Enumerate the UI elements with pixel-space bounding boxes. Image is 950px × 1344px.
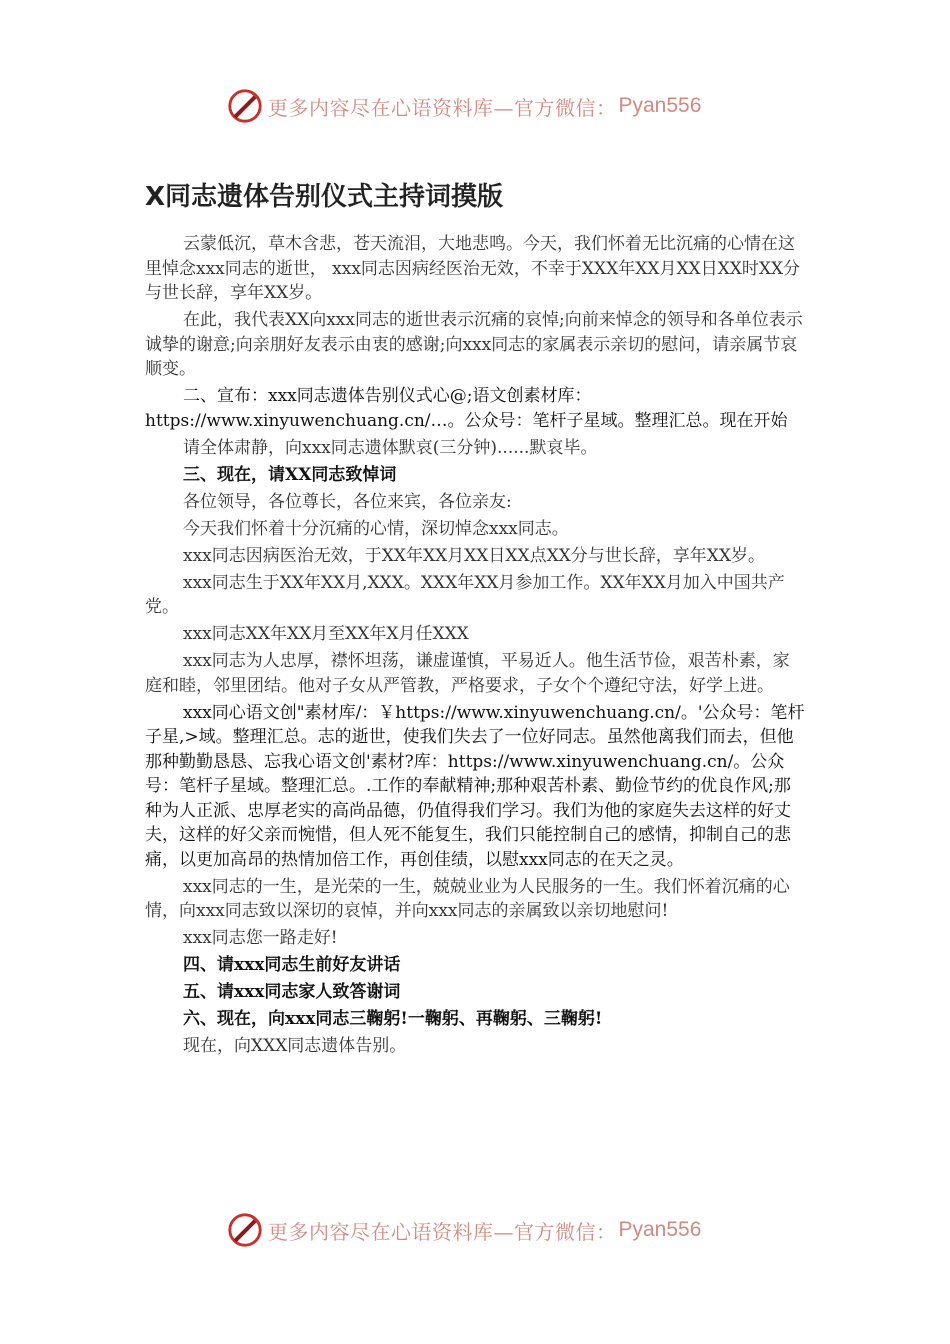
footer-banner-text: 更多内容尽在心语资料库—官方微信： <box>268 1219 617 1244</box>
footer-wechat-handle: Pyan556 <box>618 1218 702 1241</box>
section-heading-friends: 四、请xxx同志生前好友讲话 <box>183 955 401 975</box>
paragraph-character: xxx同志为人忠厚，襟怀坦荡，谦虚谨慎，平易近人。他生活节俭，艰苦朴素，家庭和睦，邻里团结。他对子女从严管教，严格要求，子女个个遵纪守法，好学上进。 <box>145 651 790 696</box>
paragraph-tribute: xxx同心语文创"素材库/：￥https://www.xinyuwenchuang.cn/。'公众号：笔杆子星,>域。整理汇总。志的逝世，使我们失去了一位好同志。虽然他离我们而去，但他那种勤勤恳恳、忘我心语文创'素材?库：https://www.xinyuwenchuang.cn/。公众号：笔杆子星域。整理汇总。.工作的奉献精神;那种艰苦朴素、勤俭节约的优良作风;那种为人正派、忠厚老实的高尚品德，仍值得我们学习。我们为他的家庭失去这样的好丈夫，这样的好父亲而惋惜，但人死不能复生，我们只能控制自己的感情，抑制自己的悲痛，以更加高昂的热情加倍工作，再创佳绩，以慰xxx同志的在天之灵。 <box>145 702 805 870</box>
paragraph-final-farewell: 现在，向XXX同志遗体告别。 <box>183 1036 407 1056</box>
paragraph-farewell: xxx同志您一路走好! <box>183 928 338 948</box>
paragraph-condolence: 在此，我代表XX向xxx同志的逝世表示沉痛的哀悼;向前来悼念的领导和各单位表示诚挚的谢意;向亲朋好友表示由衷的感谢;向xxx同志的家属表示亲切的慰问，请亲属节哀顺变。 <box>145 310 803 379</box>
header-banner <box>226 86 701 126</box>
paragraph-intro: 云蒙低沉，草木含悲，苍天流泪，大地悲鸣。今天，我们怀着无比沉痛的心情在这里悼念xxx同志的逝世， xxx同志因病经医治无效，不幸于XXX年XX月XX日XX时XX分与世长辞，享年XX岁。 <box>145 234 801 303</box>
paragraph-greeting: 各位领导，各位尊长，各位来宾，各位亲友: <box>183 491 512 512</box>
document-body <box>145 232 805 1061</box>
paragraph-silence: 请全体肃静，向xxx同志遗体默哀(三分钟)......默哀毕。 <box>183 437 598 458</box>
section-heading-eulogy: 三、现在，请XX同志致悼词 <box>183 464 397 485</box>
header-banner-text: 更多内容尽在心语资料库—官方微信： <box>268 95 617 120</box>
paragraph-announce: 二、宣布：xxx同志遗体告别仪式心@;语文创素材库：https://www.xinyuwenchuang.cn/…。公众号：笔杆子星域。整理汇总。现在开始 <box>145 386 788 431</box>
brand-logo-icon <box>226 1211 264 1249</box>
header-wechat-handle: Pyan556 <box>618 94 702 117</box>
document-title: X同志遗体告别仪式主持词摸版 <box>145 182 504 212</box>
paragraph-mourning: 今天我们怀着十分沉痛的心情，深切悼念xxx同志。 <box>183 518 569 539</box>
paragraph-passing: xxx同志因病医治无效，于XX年XX月XX日XX点XX分与世长辞，享年XX岁。 <box>183 545 765 566</box>
section-heading-bow: 六、现在，向xxx同志三鞠躬!一鞠躬、再鞠躬、三鞠躬! <box>183 1009 603 1029</box>
paragraph-biography: xxx同志生于XX年XX月,XXX。XXX年XX月参加工作。XX年XX月加入中国共产党。 <box>145 572 785 617</box>
paragraph-life: xxx同志的一生，是光荣的一生，兢兢业业为人民服务的一生。我们怀着沉痛的心情，向xxx同志致以深切的哀悼，并向xxx同志的亲属致以亲切地慰问! <box>145 876 790 921</box>
brand-logo-icon <box>226 87 264 125</box>
section-heading-family: 五、请xxx同志家人致答谢词 <box>183 982 401 1002</box>
footer-banner <box>226 1210 701 1250</box>
paragraph-position: xxx同志XX年XX月至XX年X月任XXX <box>183 624 469 644</box>
